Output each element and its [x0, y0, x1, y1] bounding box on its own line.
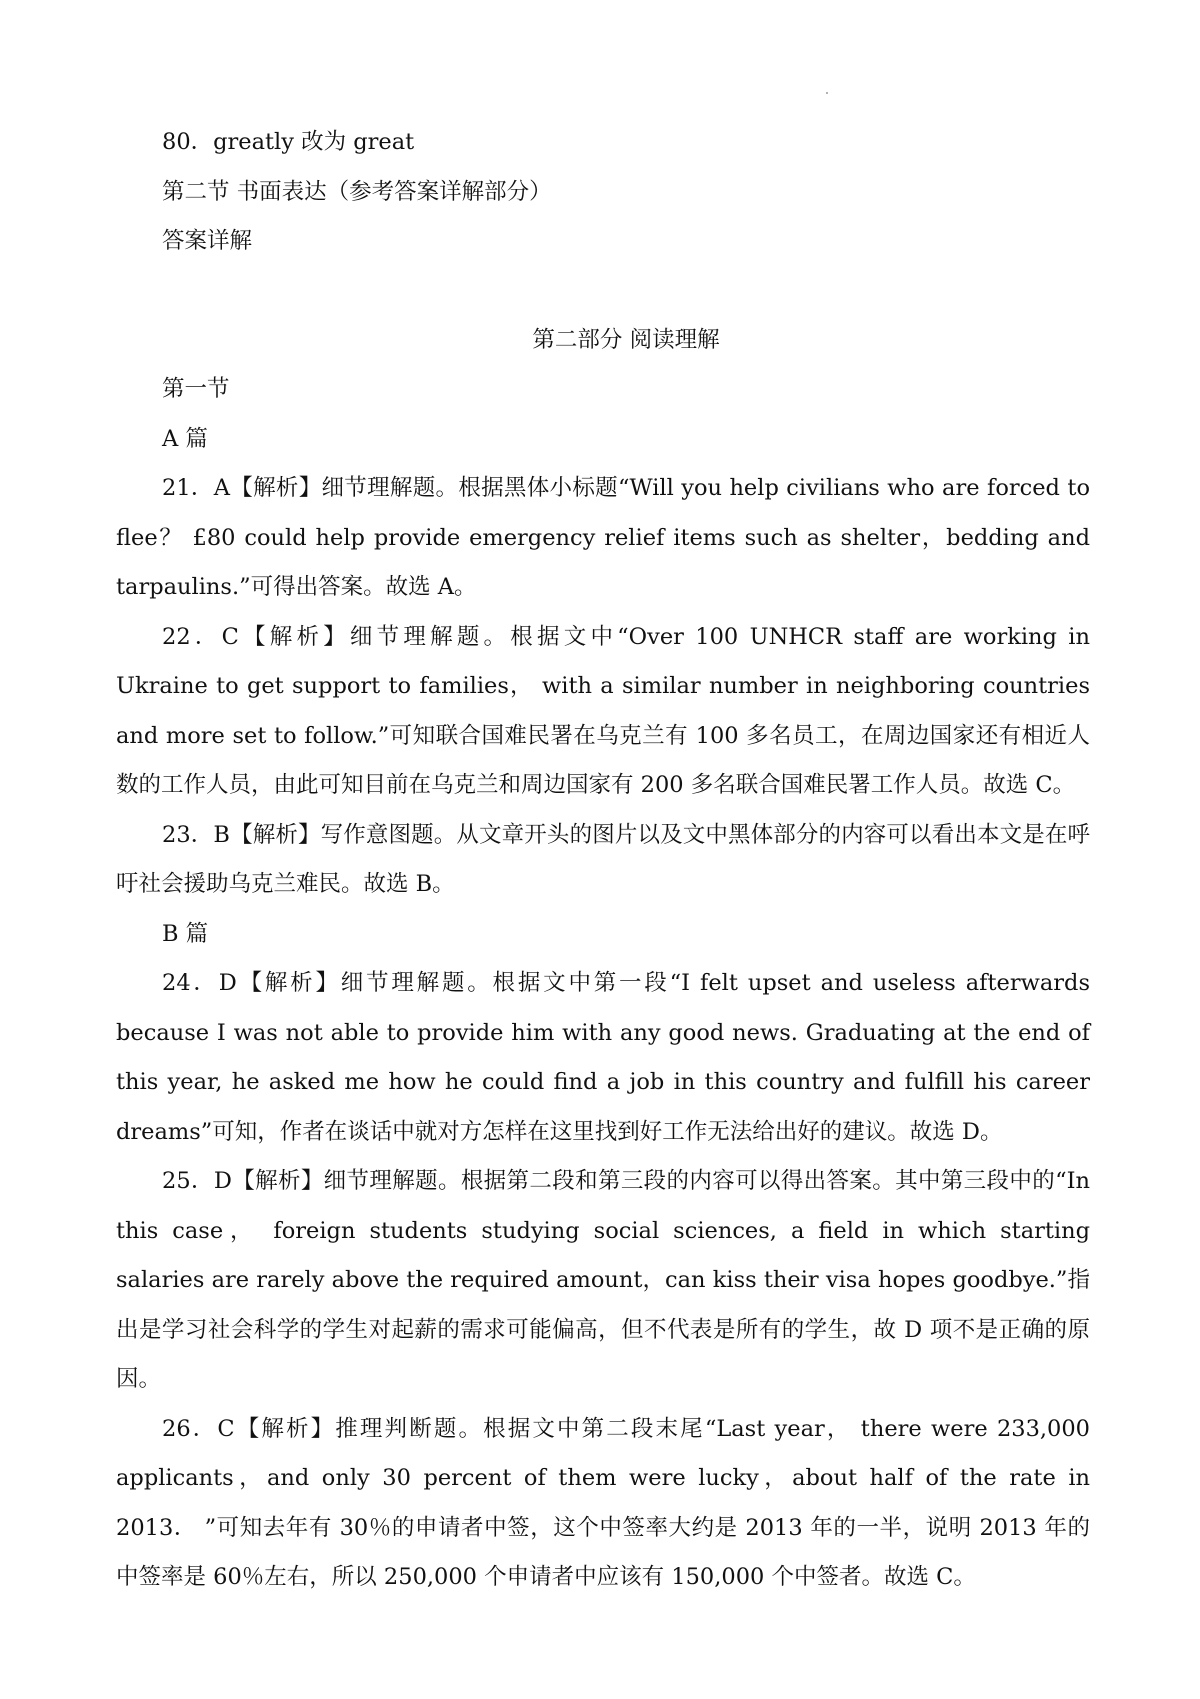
section-2-heading: 第二节 书面表达（参考答案详解部分） — [162, 178, 552, 205]
answer-24: 24．D【解析】细节理解题。根据文中第一段“I felt upset and useless afterwards because I was not able to provide him with any good news. Graduating at the end of this year, he asked me how he could find a job in this country and fulfill his career dreams”可知，作者在谈话中就对方怎样在这里找到好工作无法给出好的建议。故选 D。 — [116, 970, 1090, 1145]
answer-22: 22．C【解析】细节理解题。根据文中“Over 100 UNHCR staff are working in Ukraine to get support to families， with a similar number in neighboring countries and more set to follow.”可知联合国难民署在乌克兰有 100 多名员工，在周边国家还有相近人数的工作人员，由此可知目前在乌克兰和周边国家有 200 多名联合国难民署工作人员。故选 C。 — [116, 623, 1090, 798]
answers-label: 答案详解 — [162, 228, 253, 254]
spacer — [116, 267, 1090, 316]
passage-a-label: A 篇 — [162, 425, 208, 452]
answer-26: 26．C【解析】推理判断题。根据文中第二段末尾“Last year， there were 233,000 applicants，and only 30 percent of them were lucky，about half of the rate in 2013． ”可知去年有 30％的申请者中签，这个中签率大约是 2013 年的一半，说明 2013 年的中签率是 60％左右，所以 250,000 个申请者中应该有 150,000 个中签者。故选 C。 — [116, 1415, 1090, 1590]
page-content — [116, 118, 1090, 1603]
passage-b-label: B 篇 — [162, 920, 209, 947]
answer-23: 23．B【解析】写作意图题。从文章开头的图片以及文中黑体部分的内容可以看出本文是在呼吁社会援助乌克兰难民。故选 B。 — [116, 821, 1090, 897]
answer-21: 21．A【解析】细节理解题。根据黑体小标题“Will you help civilians who are forced to flee？ £80 could help provide emergency relief items such as shelter，bedding and tarpaulins.”可得出答案。故选 A。 — [116, 475, 1090, 600]
answer-80: 80．greatly 改为 great — [162, 129, 415, 155]
scan-dot-mark — [826, 92, 828, 94]
section-1-heading: 第一节 — [162, 376, 230, 402]
answer-25: 25．D【解析】细节理解题。根据第二段和第三段的内容可以得出答案。其中第三段中的“In this case， foreign students studying social sciences, a field in which starting salaries are rarely above the required amount，can kiss their visa hopes goodbye.”指出是学习社会科学的学生对起薪的需求可能偏高，但不代表是所有的学生，故 D 项不是正确的原因。 — [116, 1168, 1090, 1392]
part-2-title: 第二部分 阅读理解 — [532, 326, 720, 353]
